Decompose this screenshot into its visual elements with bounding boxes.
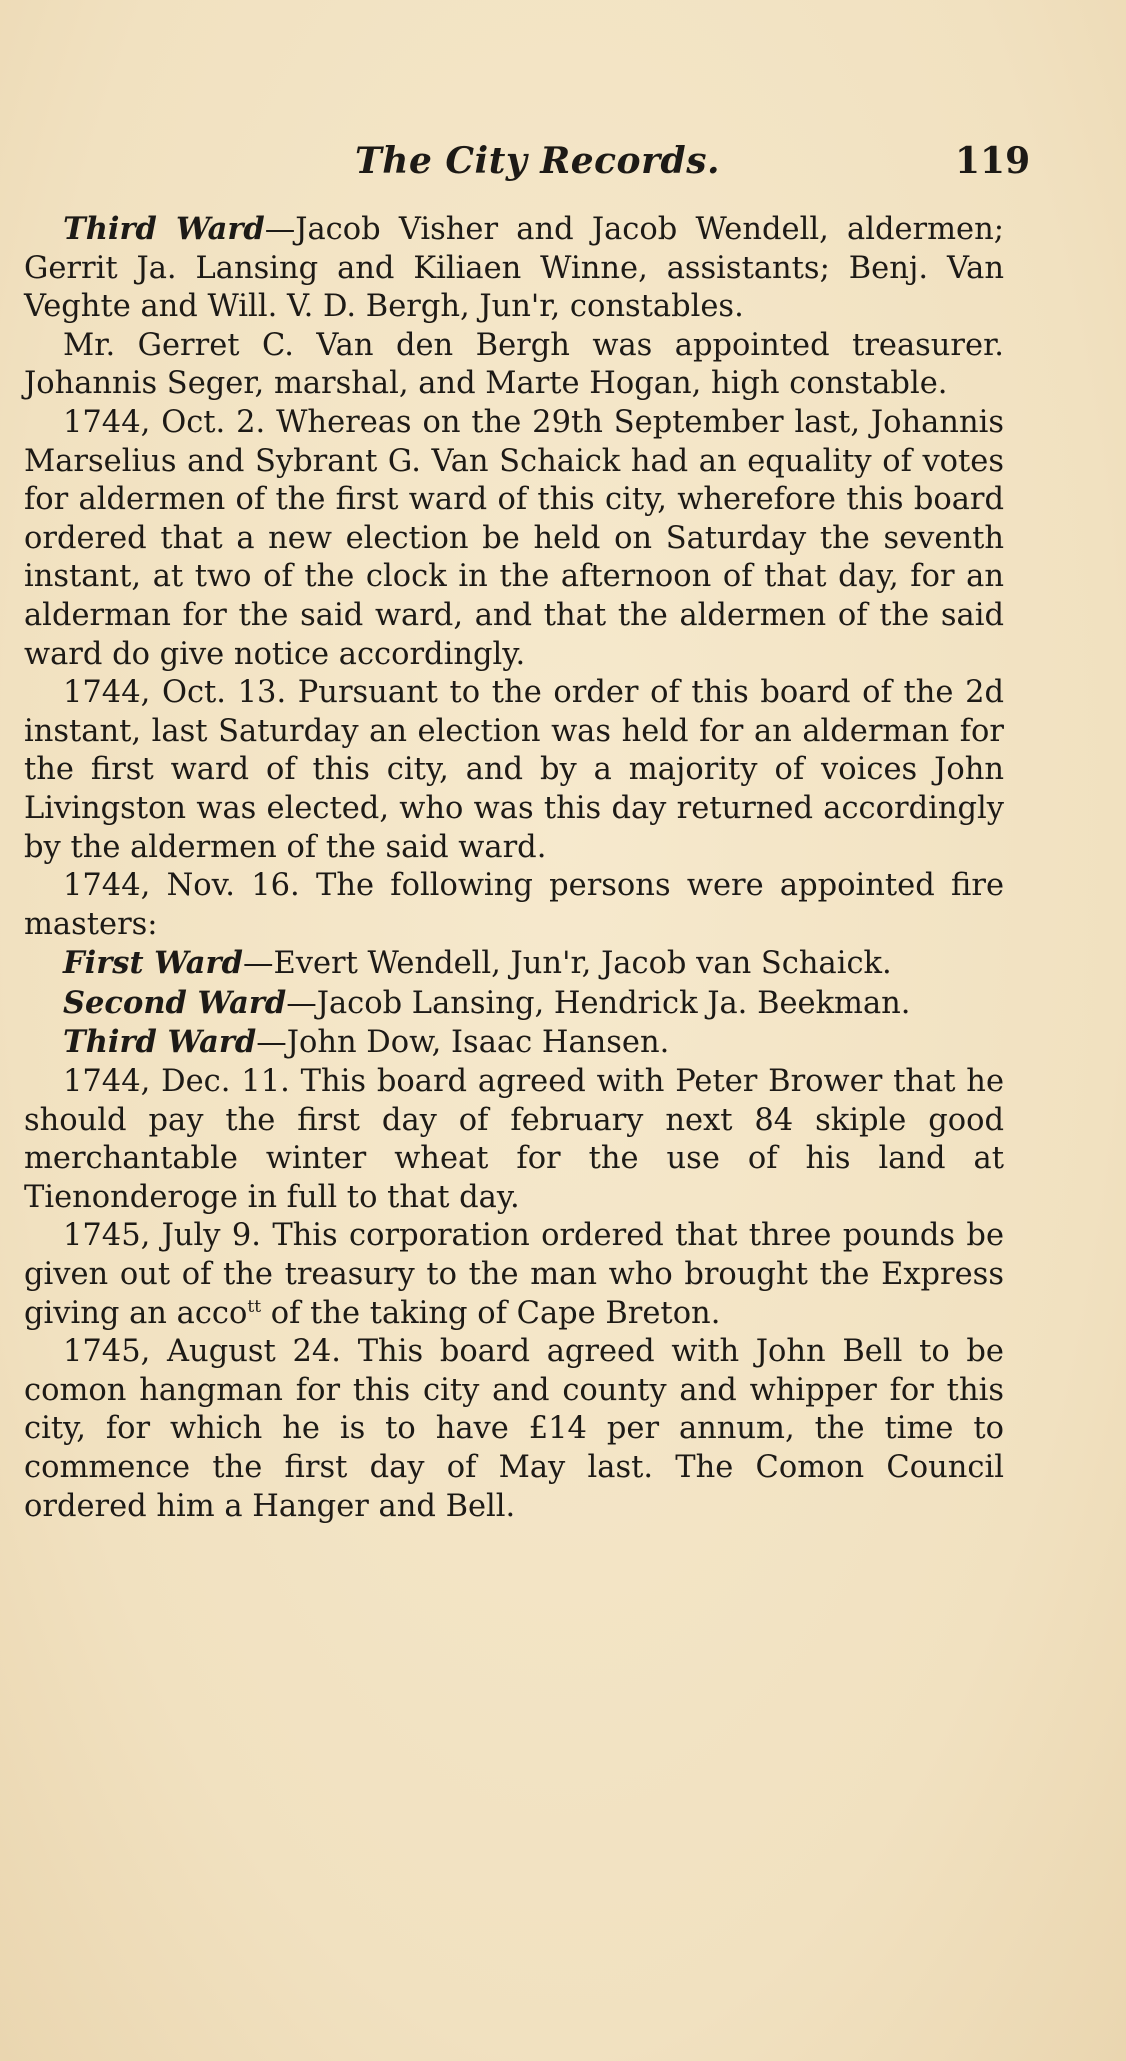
paragraph-text: —Evert Wendell, Jun'r, Jacob van Schaick. (242, 946, 892, 982)
ward-heading: First Ward (63, 945, 243, 982)
page-header (0, 140, 1126, 190)
page-number: 119 (955, 140, 1031, 182)
paragraph-text: 1745, August 24. This board agreed with John Bell to be comon hangman for this city and county and whipper for this city, for which he is to have £14 per annum, the time to commence the first day of May last. The Comon Council ordered him a Hanger and Bell. (24, 1334, 1004, 1524)
paragraph-text: 1744, Nov. 16. The following persons were appointed fire masters: (24, 868, 1004, 942)
paragraph-second-ward-fire-masters (24, 984, 1004, 1024)
paragraph-oct-13 (24, 674, 1004, 867)
paragraph-text: —Jacob Lansing, Hendrick Ja. Beekman. (286, 985, 911, 1021)
paragraph-first-ward-fire-masters (24, 944, 1004, 984)
superscript: tt (247, 1296, 262, 1317)
paragraph-nov-16 (24, 867, 1004, 944)
paragraph-text: Mr. Gerret C. Van den Bergh was appointed treasurer. Johannis Seger, marshal, and Marte Hogan, high constable. (24, 327, 1004, 402)
ward-heading: Second Ward (63, 984, 287, 1021)
paragraph-dec-11 (24, 1063, 1004, 1217)
paragraph-text-tail: of the taking of Cape Breton. (261, 1295, 721, 1331)
running-title: The City Records. (355, 140, 721, 182)
paragraph-july-9 (24, 1217, 1004, 1333)
paragraph-text: —Jacob Visher and Jacob Wendell, aldermen; Gerrit Ja. Lansing and Kiliaen Winne, assistants; Benj. Van Veghte and Will. V. D. Bergh, Jun'r, constables. (24, 212, 1004, 325)
paragraph-text: 1744, Oct. 2. Whereas on the 29th September last, Johannis Marselius and Sybrant G. Van Schaick had an equality of votes for aldermen of the first ward of this city, wherefore this board ordered that a new election be held on Saturday the seventh instant, at two of the clock in the afternoon of that day, for an alderman for the said ward, and that the aldermen of the said ward do give notice accordingly. (24, 404, 1004, 672)
paragraph-text: —John Dow, Isaac Hansen. (256, 1025, 670, 1061)
paragraph-treasurer (24, 327, 1004, 404)
paragraph-text: 1744, Oct. 13. Pursuant to the order of this board of the 2d instant, last Saturday an election was held for an alderman for the first ward of this city, and by a majority of voices John Livingston was elected, who was this day returned accordingly by the aldermen of the said ward. (24, 675, 1004, 865)
paragraph-text: 1745, July 9. This corporation ordered that three pounds be given out of the treasury to the man who brought the Express giving an acco (24, 1218, 1004, 1331)
paragraph-third-ward-fire-masters (24, 1023, 1004, 1063)
paragraph-third-ward-officers (24, 210, 1004, 327)
paragraph-oct-2 (24, 404, 1004, 674)
paragraph-august-24 (24, 1333, 1004, 1526)
ward-heading: Third Ward (63, 211, 265, 247)
body-text (24, 210, 1004, 1526)
ward-heading: Third Ward (63, 1024, 257, 1061)
paragraph-text: 1744, Dec. 11. This board agreed with Peter Brower that he should pay the first day of february next 84 skiple good merchantable winter wheat for the use of his land at Tienonderoge in full to that day. (24, 1064, 1004, 1215)
